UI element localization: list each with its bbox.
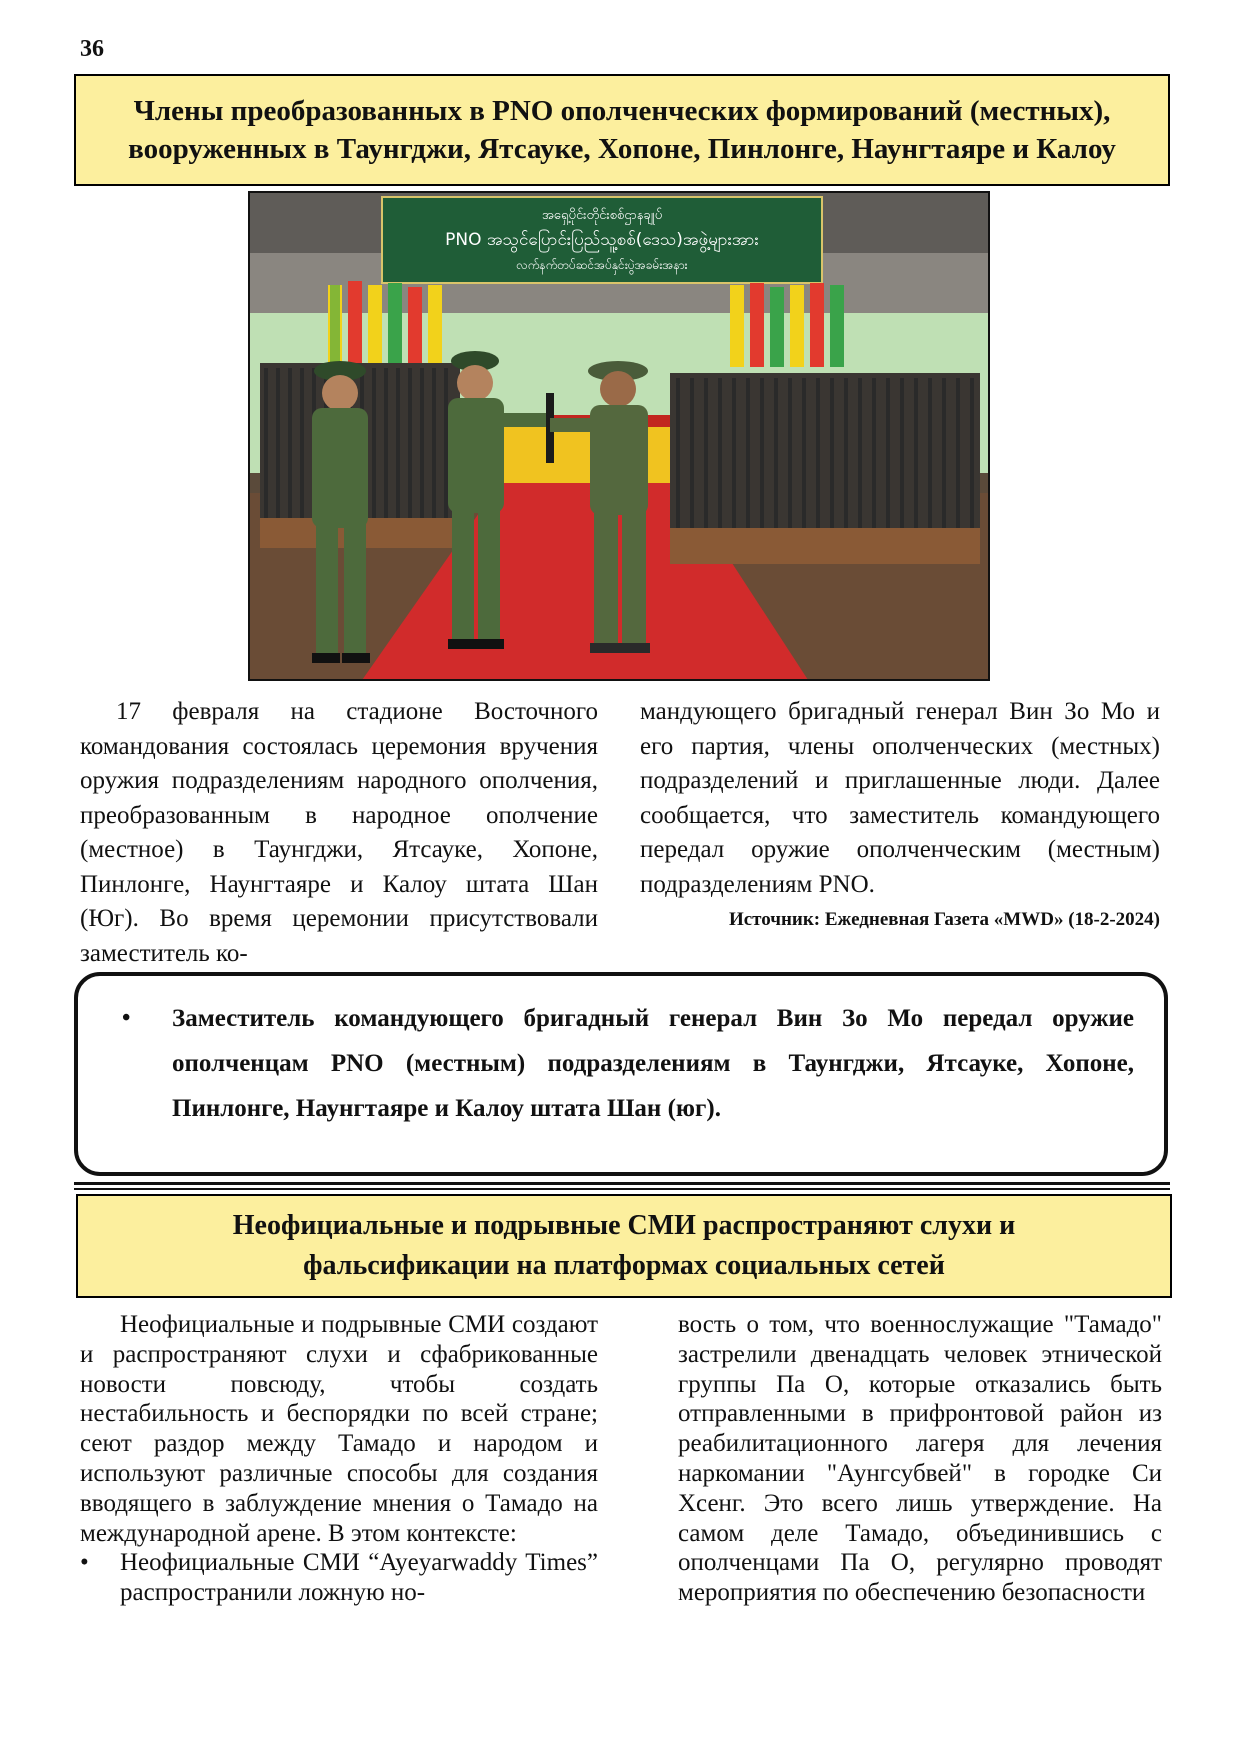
section1-title-line2: вооруженных в Таунгджи, Ятсауке, Хопоне, Пинлонге, Наунгтаяре и Калоу (128, 133, 1116, 165)
section2-title-line2: фальсификации на платформах социальных сетей (303, 1250, 945, 1281)
section1-title (74, 74, 1170, 186)
section2-paragraph-right: вость о том, что военнослужащие "Тамадо" застрелили двенадцать человек этнической группы Па О, которые отказались быть отправленными в прифронтовой район из реабилитационного лагеря для лечения наркомании "Аунгсубвей" в городке Си Хсенг. Это всего лишь утверждение. На самом деле Тамадо, объединившись с ополченцами Па О, регулярно проводят мероприятия по обеспечению безопасности (678, 1311, 1162, 1607)
page-number: 36 (80, 36, 104, 62)
ceremony-photo (248, 191, 990, 681)
summary-bullet: • Заместитель командующего бригадный генерал Вин Зо Мо передал оружие ополченцам PNO (местным) подразделениям в Таунгджи, Ятсауке, Хопоне, Пинлонге, Наунгтаяре и Калоу штата Шан (юг). (122, 996, 1134, 1131)
section-divider (74, 1182, 1170, 1190)
section1-paragraph-right: мандующего бригадный генерал Вин Зо Мо и его партия, члены ополченческих (местных) подразделений и приглашенные люди. Далее сообщается, что заместитель командующего передал оружие ополченческим (местным) подразделениям PNO. (640, 698, 1160, 898)
summary-box (74, 972, 1168, 1176)
section2-paragraph-left: Неофициальные и подрывные СМИ создают и распространяют слухи и сфабрикованные новости повсюду, чтобы создать нестабильность и беспорядки по всей стране; сеют раздор между Тамадо и народом и используют различные способы для создания вводящего в заблуждение мнения о Тамадо на международной арене. В этом контексте: (80, 1311, 598, 1547)
banner-line3: လက်နက်တပ်ဆင်အပ်နှင်းပွဲအခမ်းအနား (516, 258, 688, 272)
source-citation: Источник: Ежедневная Газета «MWD» (18-2-2024) (728, 909, 1160, 930)
section1-column-left (80, 695, 598, 971)
section2-bullet-left: • Неофициальные СМИ “Ayeyarwaddy Times” распространили ложную но- (80, 1548, 598, 1608)
section2-column-left (80, 1310, 598, 1608)
section2-title-line1: Неофициальные и подрывные СМИ распространяют слухи и (232, 1210, 1016, 1241)
section1-title-line1: Члены преобразованных в PNO ополченческих формирований (местных), (133, 95, 1111, 127)
section1-paragraph-left: 17 февраля на стадионе Восточного командования состоялась церемония вручения оружия подразделениям народного ополчения, преобразованным в народное ополчение (местное) в Таунгджи, Ятсауке, Хопоне, Пинлонге, Наунгтаяре и Калоу штата Шан (Юг). Во время церемонии присутствовали заместитель ко- (80, 698, 598, 967)
banner-line2: PNO အသွင်ပြောင်းပြည်သူ့စစ်(ဒေသ)အဖွဲ့များအား (445, 230, 759, 250)
section1-column-right (640, 695, 1160, 932)
section2-column-right (678, 1310, 1162, 1608)
section2-title (76, 1194, 1172, 1298)
banner-line1: အရှေ့ပိုင်းတိုင်းစစ်ဌာနချုပ် (541, 208, 663, 223)
